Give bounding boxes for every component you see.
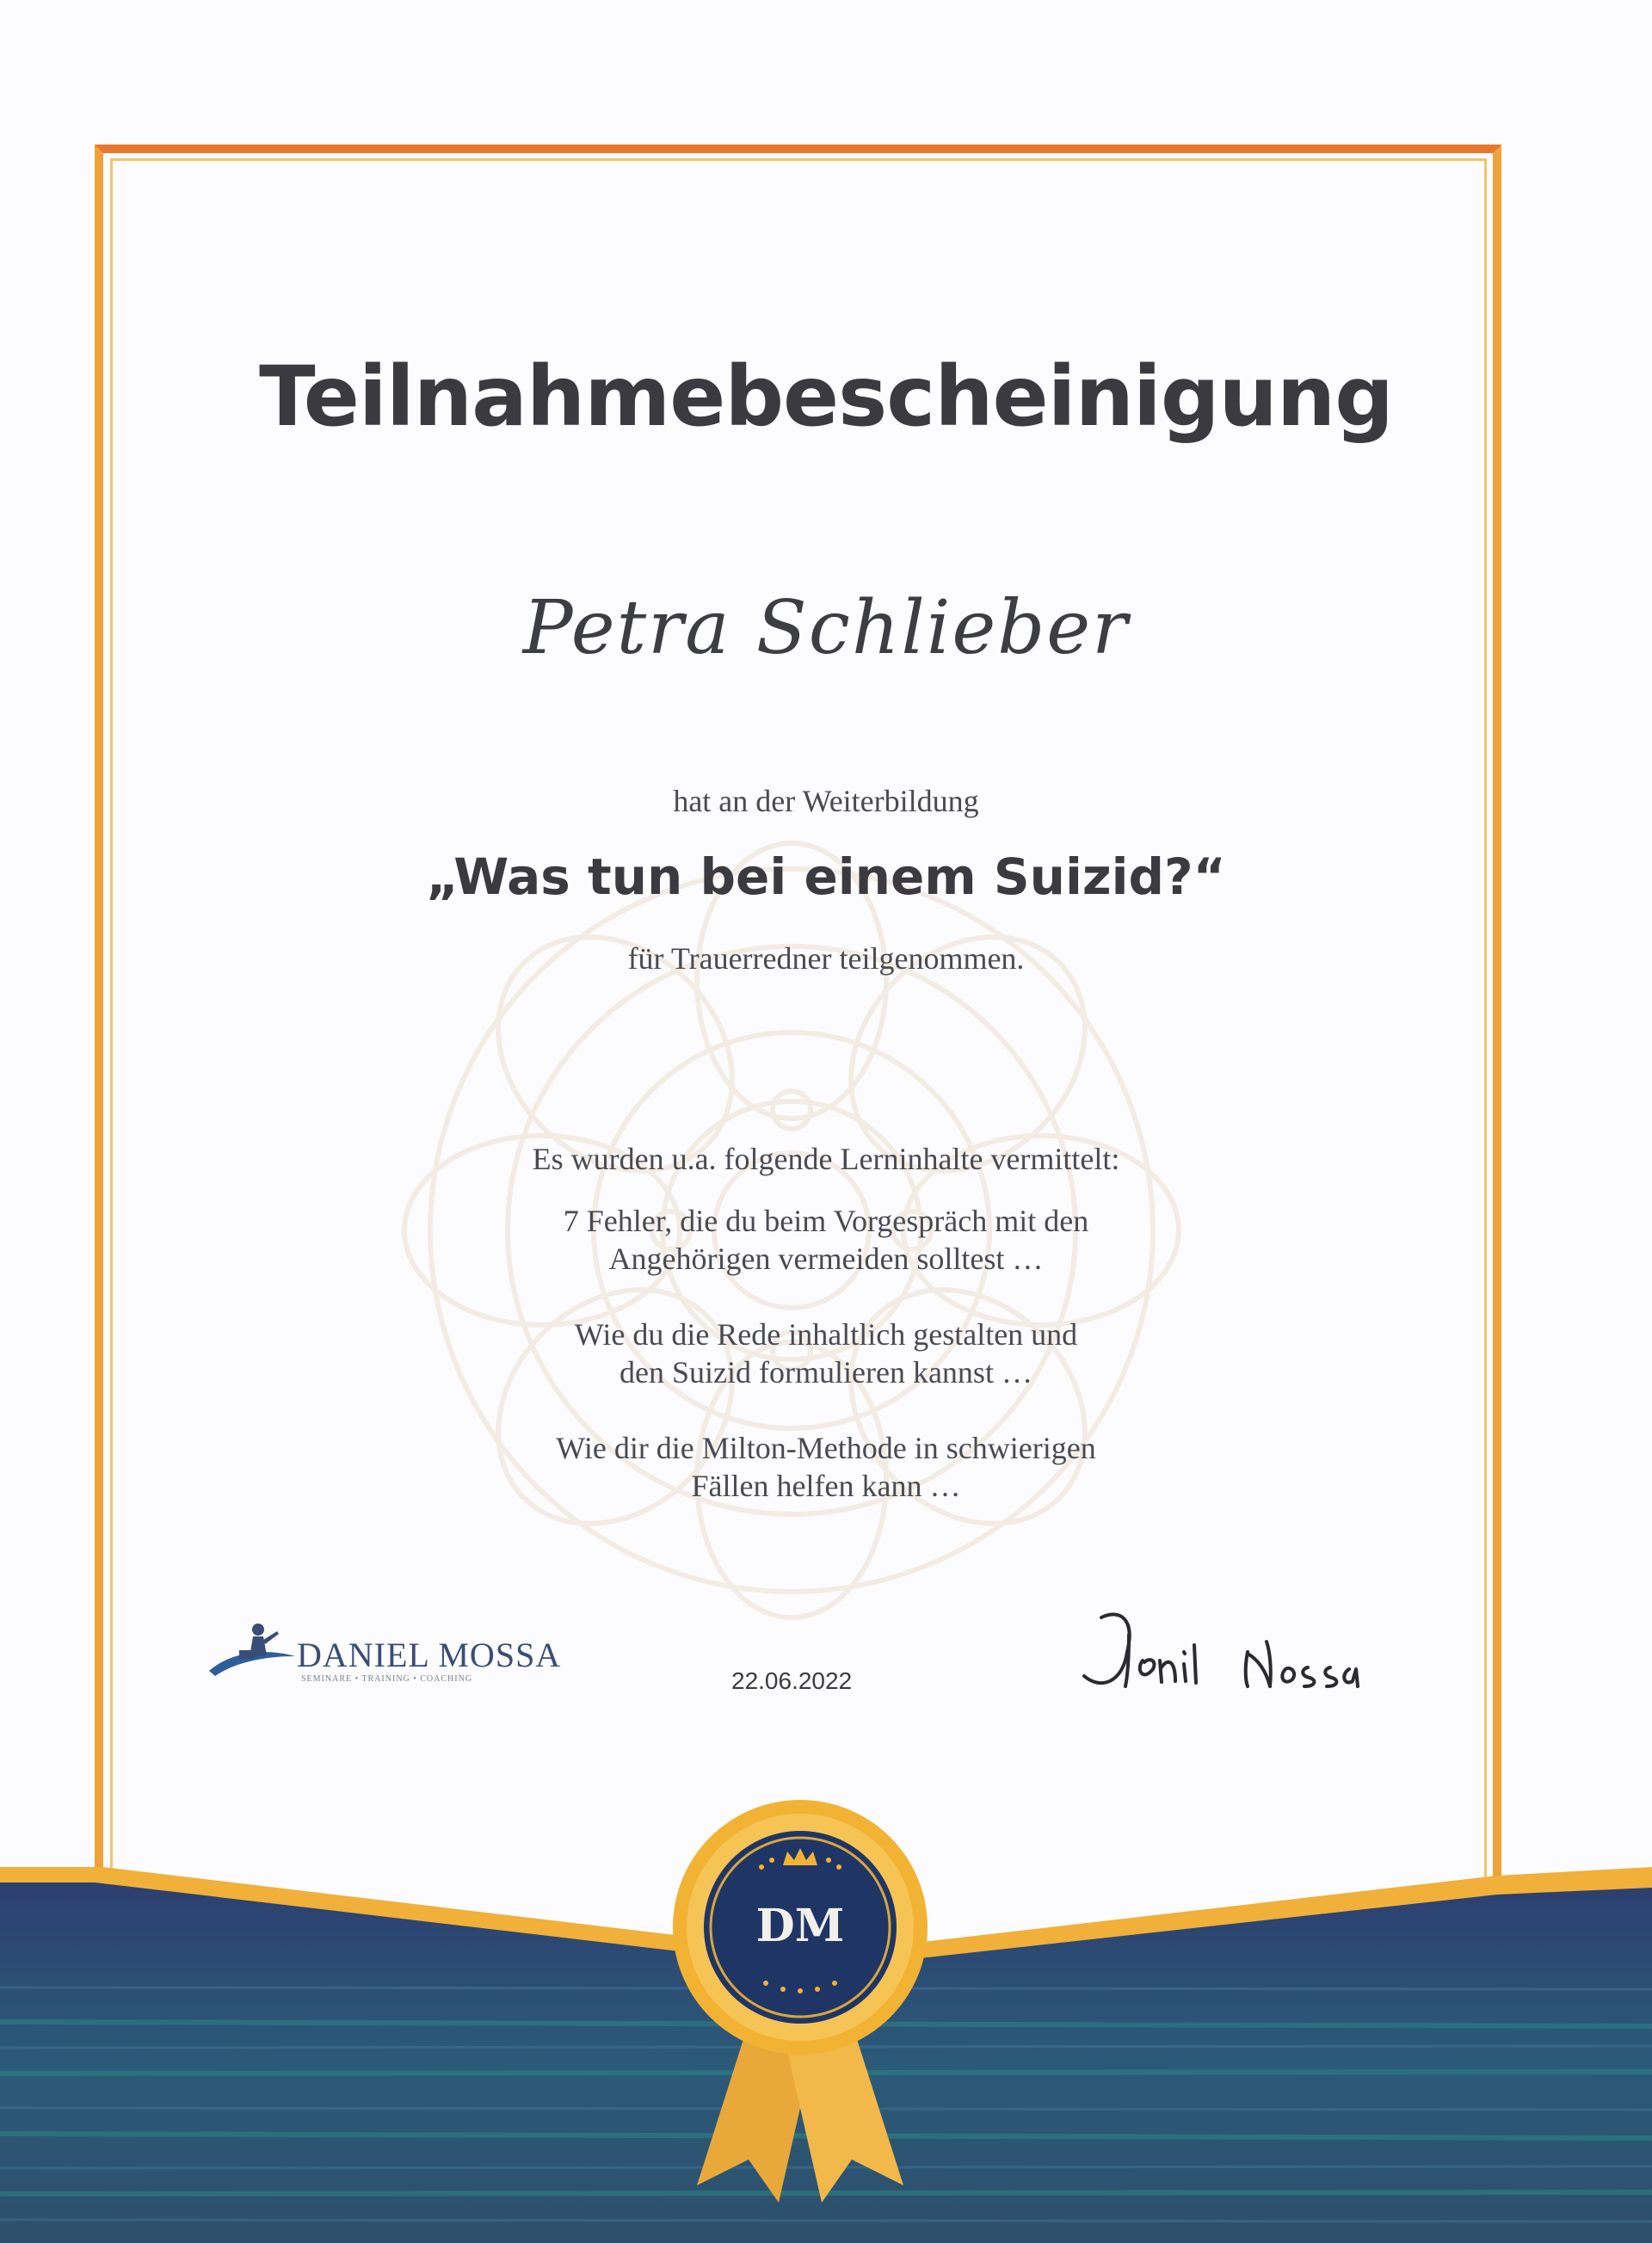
speaker-figure-icon bbox=[205, 1618, 299, 1686]
logo-tagline: SEMINARE • TRAINING • COACHING bbox=[301, 1674, 473, 1684]
audience-text: für Trauerredner teilgenommen. bbox=[627, 941, 1025, 976]
intro-text: hat an der Weiterbildung bbox=[673, 784, 979, 818]
recipient-name: Petra Schlieber bbox=[522, 585, 1130, 671]
rosette-icon bbox=[658, 1798, 942, 2207]
seal-monogram: DM bbox=[755, 1900, 845, 1952]
content-item: 7 Fehler, die du beim Vorgespräch mit den Angehörigen vermeiden solltest … bbox=[563, 1204, 1089, 1276]
learning-contents bbox=[0, 1140, 1652, 1543]
contents-lead: Es wurden u.a. folgende Lerninhalte vermittelt: bbox=[532, 1142, 1120, 1176]
certificate-title: Teilnahmebescheinigung bbox=[259, 348, 1393, 445]
logo-name: DANIEL MOSSA bbox=[297, 1636, 562, 1674]
daniel-mossa-logo bbox=[205, 1618, 562, 1686]
content-item: Wie dir die Milton-Methode in schwierigen Fällen helfen kann … bbox=[556, 1431, 1096, 1503]
certificate-date: 22.06.2022 bbox=[731, 1667, 853, 1694]
course-title: „Was tun bei einem Suizid?“ bbox=[426, 847, 1226, 906]
content-item: Wie du die Rede inhaltlich gestalten und den Suizid formulieren kannst … bbox=[574, 1317, 1078, 1390]
dm-seal-badge bbox=[658, 1798, 942, 2207]
handwritten-signature bbox=[1076, 1600, 1368, 1712]
